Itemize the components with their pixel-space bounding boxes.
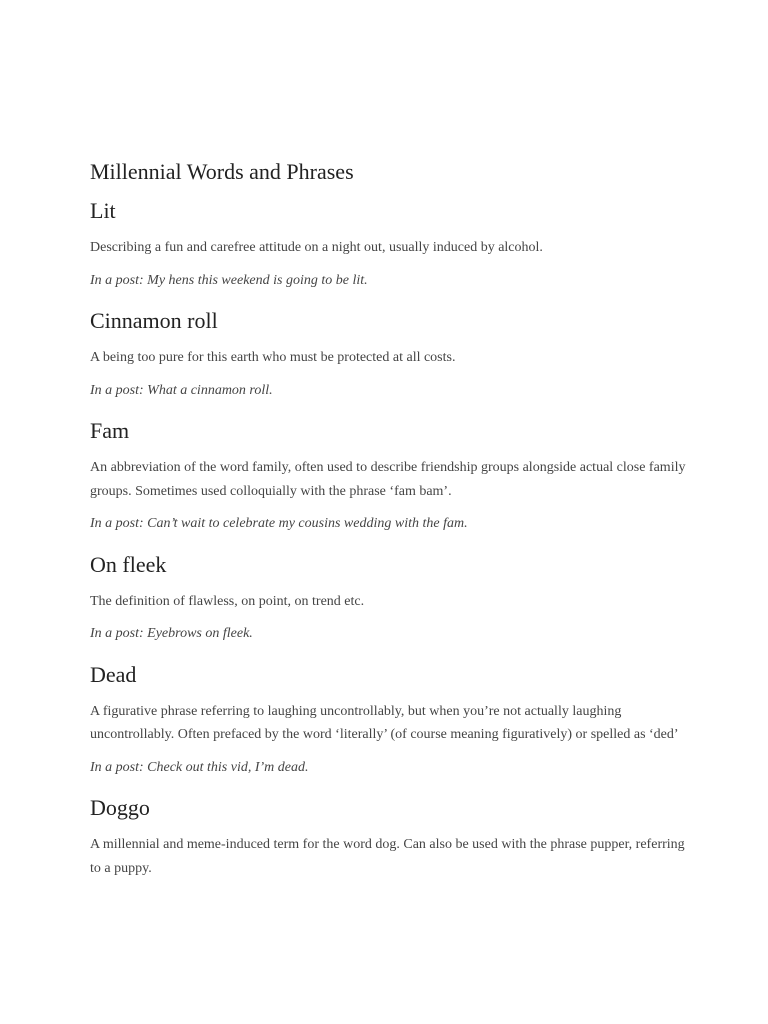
term-definition: A being too pure for this earth who must be protected at all costs. xyxy=(90,350,456,365)
document-title: Millennial Words and Phrases xyxy=(90,159,354,184)
entry-doggo xyxy=(90,793,690,880)
entry-fam xyxy=(90,416,690,536)
entry-on-fleek xyxy=(90,550,690,646)
term-example: In a post: What a cinnamon roll. xyxy=(90,382,273,398)
term-definition: Describing a fun and carefree attitude on a night out, usually induced by alcohol. xyxy=(90,240,543,255)
term-heading: On fleek xyxy=(90,551,167,577)
term-heading: Cinnamon roll xyxy=(90,308,218,333)
term-example: In a post: My hens this weekend is going to be lit. xyxy=(90,272,368,288)
document-page xyxy=(90,157,690,889)
term-definition: A figurative phrase referring to laughing uncontrollably, but when you’re not actually laughing uncontrollably. Often prefaced by the word ‘literally’ (of course meaning figuratively) or spelled as ‘ded’ xyxy=(90,703,679,742)
term-example: In a post: Eyebrows on fleek. xyxy=(90,626,253,641)
entry-lit xyxy=(90,196,690,292)
term-heading: Dead xyxy=(90,661,137,687)
term-heading: Lit xyxy=(90,198,116,223)
term-definition: An abbreviation of the word family, often used to describe friendship groups alongside actual close family groups. Sometimes used colloquially with the phrase ‘fam bam’. xyxy=(90,460,686,499)
term-example: In a post: Check out this vid, I’m dead. xyxy=(90,759,309,775)
term-example: In a post: Can’t wait to celebrate my cousins wedding with the fam. xyxy=(90,516,468,531)
term-definition: A millennial and meme-induced term for the word dog. Can also be used with the phrase pupper, referring to a puppy. xyxy=(90,837,685,876)
term-heading: Fam xyxy=(90,418,130,443)
term-definition: The definition of flawless, on point, on trend etc. xyxy=(90,593,365,609)
term-heading: Doggo xyxy=(90,795,150,820)
entry-cinnamon-roll xyxy=(90,306,690,402)
entry-dead xyxy=(90,660,690,780)
